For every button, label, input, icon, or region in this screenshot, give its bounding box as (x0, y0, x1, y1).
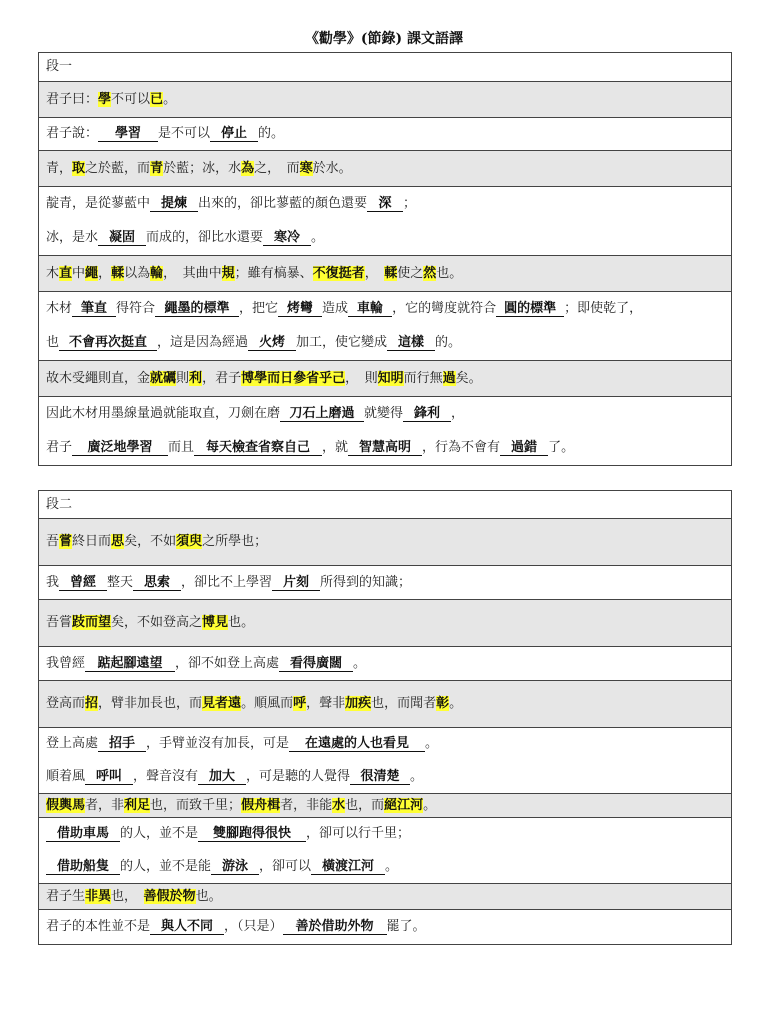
highlight-term: 寒 (299, 160, 313, 176)
highlight-term: 絕江河 (384, 797, 424, 813)
highlight-term: 假輿馬 (46, 797, 86, 813)
answer-blank: 招手 (98, 736, 146, 752)
answer-blank: 不會再次挺直 (59, 335, 157, 351)
answer-blank: 呼叫 (85, 769, 133, 785)
highlight-term: 跂而望 (72, 615, 112, 630)
answer-blank: 停止 (210, 126, 258, 142)
highlight-term: 輮 (111, 265, 125, 281)
highlight-term: 利足 (124, 797, 151, 813)
section-one-header: 段一 (39, 53, 731, 82)
answer-blank: 在遠處的人也看見 (289, 736, 425, 752)
original-text-row: 吾嘗終日而思矣，不如須臾之所學也； (39, 519, 731, 566)
highlight-term: 青 (150, 160, 164, 176)
highlight-term: 嘗 (59, 534, 73, 549)
highlight-term: 招 (85, 696, 99, 711)
section-two (38, 490, 732, 945)
highlight-term: 加疾 (345, 696, 372, 711)
translation-row: 君子說： 學習 是不可以 停止 的。 (39, 118, 731, 151)
answer-blank: 雙腳跑得很快 (198, 826, 306, 842)
section-one (38, 52, 732, 466)
answer-blank: 凝固 (98, 230, 146, 246)
section-two-header: 段二 (39, 491, 731, 519)
translation-row: 登上高處 招手 ，手臂並沒有加長，可是 在遠處的人也看見 。 順着風 呼叫 ，聲音沒有 加大 ，可是聽的人覺得 很清楚 。 (39, 728, 731, 794)
answer-blank: 看得廣闊 (279, 656, 353, 672)
answer-blank: 借助船隻 (46, 859, 120, 875)
highlight-term: 博學而日參省乎己 (241, 370, 346, 386)
translation-row: 木材 筆直 得符合 繩墨的標準 ，把它 烤彎 造成 車輪 ，它的彎度就符合 圓的標準 ；即使乾了， 也 不會再次挺直 ，這是因為經過 火烤 加工，使它變成 這樣 的。 (39, 292, 731, 361)
answer-blank: 繩墨的標準 (155, 301, 239, 317)
answer-blank: 鋒利 (403, 406, 451, 422)
highlight-term: 善假於物 (143, 888, 196, 904)
answer-blank: 過錯 (500, 440, 548, 456)
highlight-term: 呼 (293, 696, 307, 711)
highlight-term: 假舟楫 (241, 797, 281, 813)
answer-blank: 與人不同 (150, 919, 224, 935)
answer-blank: 車輪 (348, 301, 392, 317)
translation-row: 借助車馬 的人，並不是 雙腳跑得很快 ，卻可以行千里； 借助船隻 的人，並不是能 游泳 ，卻可以 橫渡江河 。 (39, 818, 731, 884)
highlight-term: 取 (72, 160, 86, 176)
answer-blank: 曾經 (59, 575, 107, 591)
original-text-row: 故木受繩則直，金就礪則利，君子博學而日參省乎己， 則知明而行無過矣。 (39, 361, 731, 397)
answer-blank: 智慧高明 (348, 440, 422, 456)
highlight-term: 規 (221, 265, 235, 281)
answer-blank: 提煉 (150, 196, 198, 212)
highlight-term: 學 (98, 91, 112, 107)
answer-blank: 橫渡江河 (311, 859, 385, 875)
highlight-term: 知明 (377, 370, 404, 386)
translation-row: 我曾經 踮起腳遠望 ，卻不如登上高處 看得廣闊 。 (39, 647, 731, 681)
highlight-term: 水 (332, 797, 346, 813)
answer-blank: 廣泛地學習 (72, 440, 168, 456)
highlight-term: 彰 (436, 696, 450, 711)
answer-blank: 烤彎 (278, 301, 322, 317)
answer-blank: 善於借助外物 (283, 919, 387, 935)
highlight-term: 直 (59, 265, 73, 281)
highlight-term: 輪 (150, 265, 164, 281)
highlight-term: 思 (111, 534, 125, 549)
answer-blank: 這樣 (387, 335, 435, 351)
answer-blank: 筆直 (72, 301, 116, 317)
translation-row: 靛青，是從蓼藍中 提煉 出來的，卻比蓼藍的顏色還要 深 ； 冰，是水 凝固 而成的，卻比水還要 寒冷 。 (39, 187, 731, 256)
translation-row: 君子的本性並不是 與人不同 ，（只是） 善於借助外物 罷了。 (46, 919, 426, 934)
original-text-row: 木直中繩，輮以為輪， 其曲中規；雖有槁暴、不復挺者， 輮使之然也。 (39, 256, 731, 292)
answer-blank: 火烤 (248, 335, 296, 351)
original-text-row: 君子曰：學不可以已。 (39, 82, 731, 118)
highlight-term: 利 (189, 370, 203, 386)
answer-blank: 圓的標準 (496, 301, 564, 317)
highlight-term: 繩 (85, 265, 99, 281)
original-text-row: 吾嘗跂而望矣，不如登高之博見也。 (39, 600, 731, 647)
highlight-term: 須臾 (176, 534, 203, 549)
highlight-term: 已 (150, 91, 164, 107)
answer-blank: 游泳 (211, 859, 259, 875)
answer-blank: 寒冷 (263, 230, 311, 246)
highlight-term: 不復挺者 (312, 265, 365, 281)
page-title: 《勸學》(節錄) 課文語譯 (304, 31, 464, 47)
highlight-term: 然 (423, 265, 437, 281)
answer-blank: 學習 (98, 126, 158, 142)
answer-blank: 深 (367, 196, 403, 212)
highlight-term: 過 (442, 370, 456, 386)
answer-blank: 每天檢查省察自己 (194, 440, 322, 456)
original-text-row: 君子生非異也， 善假於物也。 (39, 884, 731, 910)
answer-blank: 借助車馬 (46, 826, 120, 842)
highlight-term: 為 (241, 160, 255, 176)
translation-row: 因此木材用墨線量過就能取直，刀劍在磨 刀石上磨過 就變得 鋒利 ， 君子 廣泛地學習 而且 每天檢查省察自己 ，就 智慧高明 ，行為不會有 過錯 了。 (46, 406, 575, 455)
highlight-term: 見者遠 (202, 696, 242, 711)
original-text-row: 登高而招，臂非加長也，而見者遠。順風而呼，聲非加疾也，而聞者彰。 (39, 681, 731, 728)
original-text-row: 假輿馬者，非利足也，而致千里；假舟楫者，非能水也，而絕江河。 (39, 794, 731, 818)
translation-row: 我 曾經 整天 思索 ，卻比不上學習 片刻 所得到的知識； (39, 566, 731, 600)
highlight-term: 非異 (85, 888, 112, 904)
highlight-term: 輮 (384, 265, 398, 281)
highlight-term: 就礪 (150, 370, 177, 386)
answer-blank: 踮起腳遠望 (85, 656, 175, 672)
highlight-term: 博見 (202, 615, 229, 630)
answer-blank: 刀石上磨過 (280, 406, 364, 422)
answer-blank: 很清楚 (350, 769, 410, 785)
original-text-row: 青，取之於藍，而青於藍；冰，水為之， 而寒於水。 (39, 151, 731, 187)
answer-blank: 加大 (198, 769, 246, 785)
answer-blank: 思索 (133, 575, 181, 591)
answer-blank: 片刻 (272, 575, 320, 591)
